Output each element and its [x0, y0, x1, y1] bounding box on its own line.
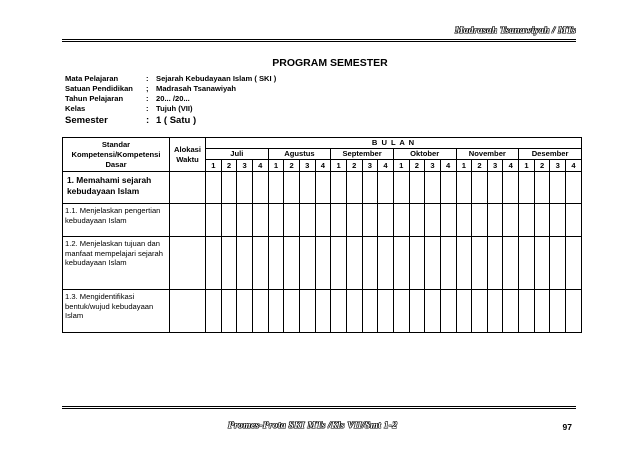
week-cell: [221, 237, 237, 290]
week-cell: [425, 290, 441, 333]
week-cell: [519, 204, 535, 237]
week-cell: [331, 172, 347, 204]
week-cell: [206, 290, 222, 333]
week-cell: [221, 172, 237, 204]
week-cell: [456, 172, 472, 204]
week-number: 4: [252, 160, 268, 172]
week-cell: [315, 237, 331, 290]
week-cell: [362, 290, 378, 333]
week-cell: [566, 172, 582, 204]
week-cell: [393, 204, 409, 237]
page-number: 97: [562, 422, 572, 432]
alokasi-cell: [170, 172, 206, 204]
week-cell: [472, 172, 488, 204]
week-cell: [472, 237, 488, 290]
week-cell: [268, 237, 284, 290]
week-cell: [550, 290, 566, 333]
meta-sep: :: [146, 104, 149, 113]
week-cell: [503, 237, 519, 290]
week-cell: [550, 172, 566, 204]
kompetensi-dasar-cell: 1.2. Menjelaskan tujuan dan manfaat mempelajari sejarah kebudayaan Islam: [63, 237, 170, 290]
week-number: 2: [346, 160, 362, 172]
week-cell: [534, 237, 550, 290]
week-number: 4: [566, 160, 582, 172]
footer-rule: [62, 406, 576, 407]
week-cell: [252, 172, 268, 204]
week-cell: [393, 172, 409, 204]
week-cell: [534, 204, 550, 237]
week-number: 2: [534, 160, 550, 172]
week-cell: [299, 172, 315, 204]
month-desember: Desember: [519, 149, 582, 160]
table-header-row: [63, 138, 582, 149]
week-cell: [237, 172, 253, 204]
week-cell: [550, 237, 566, 290]
running-footer: Promes-Prota SKI MTs /Kls VII/Smt 1-2: [228, 421, 398, 431]
week-cell: [409, 290, 425, 333]
week-cell: [487, 290, 503, 333]
meta-label: Semester: [65, 115, 108, 126]
week-cell: [425, 172, 441, 204]
header-bulan: B U L A N: [206, 138, 582, 149]
week-cell: [440, 204, 456, 237]
week-cell: [346, 172, 362, 204]
week-cell: [362, 172, 378, 204]
week-number: 1: [206, 160, 222, 172]
meta-row-mapel: [65, 74, 276, 84]
meta-sep: :: [146, 74, 149, 83]
week-cell: [425, 204, 441, 237]
week-number: 3: [425, 160, 441, 172]
page-title: PROGRAM SEMESTER: [272, 57, 388, 69]
week-cell: [378, 290, 394, 333]
week-number: 4: [440, 160, 456, 172]
week-cell: [346, 204, 362, 237]
table-row: [63, 290, 582, 333]
week-cell: [221, 204, 237, 237]
week-cell: [268, 172, 284, 204]
standar-kompetensi-cell: 1. Memahami sejarah kebudayaan Islam: [63, 172, 170, 204]
week-cell: [409, 172, 425, 204]
week-cell: [268, 290, 284, 333]
week-number: 1: [331, 160, 347, 172]
week-cell: [378, 237, 394, 290]
week-cell: [299, 237, 315, 290]
meta-row-kelas: [65, 104, 276, 114]
week-cell: [331, 237, 347, 290]
kompetensi-dasar-cell: 1.1. Menjelaskan pengertian kebudayaan Islam: [63, 204, 170, 237]
week-cell: [456, 290, 472, 333]
week-number: 2: [472, 160, 488, 172]
week-cell: [237, 290, 253, 333]
week-cell: [487, 237, 503, 290]
meta-label: Tahun Pelajaran: [65, 94, 124, 103]
week-cell: [206, 237, 222, 290]
week-cell: [315, 172, 331, 204]
week-number: 2: [221, 160, 237, 172]
table-row: [63, 204, 582, 237]
week-number: 3: [550, 160, 566, 172]
footer-rule-inner: [62, 408, 576, 409]
meta-value: Tujuh (VII): [156, 104, 193, 113]
week-number: 1: [519, 160, 535, 172]
week-cell: [362, 204, 378, 237]
month-agustus: Agustus: [268, 149, 331, 160]
header-alokasi-waktu: Alokasi Waktu: [170, 138, 206, 172]
week-cell: [268, 204, 284, 237]
week-cell: [503, 290, 519, 333]
week-number: 2: [284, 160, 300, 172]
meta-value: 20... /20...: [156, 94, 190, 103]
week-cell: [221, 290, 237, 333]
meta-sep: ;: [146, 84, 149, 93]
week-cell: [237, 204, 253, 237]
week-number: 4: [503, 160, 519, 172]
meta-value: Sejarah Kebudayaan Islam ( SKI ): [156, 74, 277, 83]
week-cell: [487, 172, 503, 204]
week-cell: [284, 204, 300, 237]
week-cell: [503, 172, 519, 204]
week-cell: [566, 204, 582, 237]
week-cell: [409, 237, 425, 290]
month-september: September: [331, 149, 394, 160]
week-number: 4: [378, 160, 394, 172]
running-header: Madrasah Tsanawiyah / MTs: [454, 26, 576, 36]
meta-block: [65, 74, 276, 127]
week-cell: [519, 290, 535, 333]
week-number: 1: [268, 160, 284, 172]
meta-row-satuan: [65, 84, 276, 94]
week-number: 3: [362, 160, 378, 172]
month-juli: Juli: [206, 149, 269, 160]
alokasi-cell: [170, 290, 206, 333]
week-cell: [519, 237, 535, 290]
week-cell: [534, 290, 550, 333]
meta-row-semester: [65, 114, 276, 127]
week-cell: [456, 237, 472, 290]
week-cell: [299, 204, 315, 237]
week-cell: [252, 204, 268, 237]
month-november: November: [456, 149, 519, 160]
week-number: 1: [393, 160, 409, 172]
week-number: 4: [315, 160, 331, 172]
week-number: 3: [487, 160, 503, 172]
week-cell: [346, 290, 362, 333]
week-cell: [456, 204, 472, 237]
week-cell: [393, 237, 409, 290]
week-cell: [315, 290, 331, 333]
week-cell: [472, 290, 488, 333]
week-number: 3: [299, 160, 315, 172]
week-cell: [315, 204, 331, 237]
table-row: [63, 172, 582, 204]
meta-value: 1 ( Satu ): [156, 115, 197, 126]
week-cell: [409, 204, 425, 237]
meta-value: Madrasah Tsanawiyah: [156, 84, 237, 93]
week-cell: [284, 237, 300, 290]
meta-label: Mata Pelajaran: [65, 74, 119, 83]
meta-label: Satuan Pendidikan: [65, 84, 133, 93]
kompetensi-dasar-cell: 1.3. Mengidentifikasi bentuk/wujud kebudayaan Islam: [63, 290, 170, 333]
week-cell: [252, 290, 268, 333]
meta-sep: :: [146, 94, 149, 103]
header-rule-inner: [62, 41, 576, 42]
week-number: 2: [409, 160, 425, 172]
week-cell: [393, 290, 409, 333]
week-cell: [206, 172, 222, 204]
week-cell: [237, 237, 253, 290]
week-cell: [331, 290, 347, 333]
week-cell: [299, 290, 315, 333]
meta-label: Kelas: [65, 104, 86, 113]
week-cell: [440, 290, 456, 333]
week-cell: [550, 204, 566, 237]
week-cell: [472, 204, 488, 237]
week-cell: [487, 204, 503, 237]
week-cell: [331, 204, 347, 237]
week-cell: [534, 172, 550, 204]
week-cell: [284, 290, 300, 333]
week-cell: [252, 237, 268, 290]
week-cell: [378, 204, 394, 237]
week-cell: [519, 172, 535, 204]
week-cell: [284, 172, 300, 204]
week-cell: [440, 172, 456, 204]
week-cell: [378, 172, 394, 204]
alokasi-cell: [170, 237, 206, 290]
table-row: [63, 237, 582, 290]
week-cell: [206, 204, 222, 237]
header-rule: [62, 39, 576, 40]
header-standar-kompetensi: Standar Kompetensi/Kompetensi Dasar: [63, 138, 170, 172]
meta-sep: :: [146, 115, 150, 126]
week-cell: [503, 204, 519, 237]
alokasi-cell: [170, 204, 206, 237]
week-cell: [566, 237, 582, 290]
week-number: 1: [456, 160, 472, 172]
week-cell: [362, 237, 378, 290]
week-cell: [566, 290, 582, 333]
semester-table: [62, 137, 582, 333]
week-cell: [440, 237, 456, 290]
week-cell: [425, 237, 441, 290]
meta-row-tahun: [65, 94, 276, 104]
week-cell: [346, 237, 362, 290]
week-number: 3: [237, 160, 253, 172]
month-oktober: Oktober: [393, 149, 456, 160]
